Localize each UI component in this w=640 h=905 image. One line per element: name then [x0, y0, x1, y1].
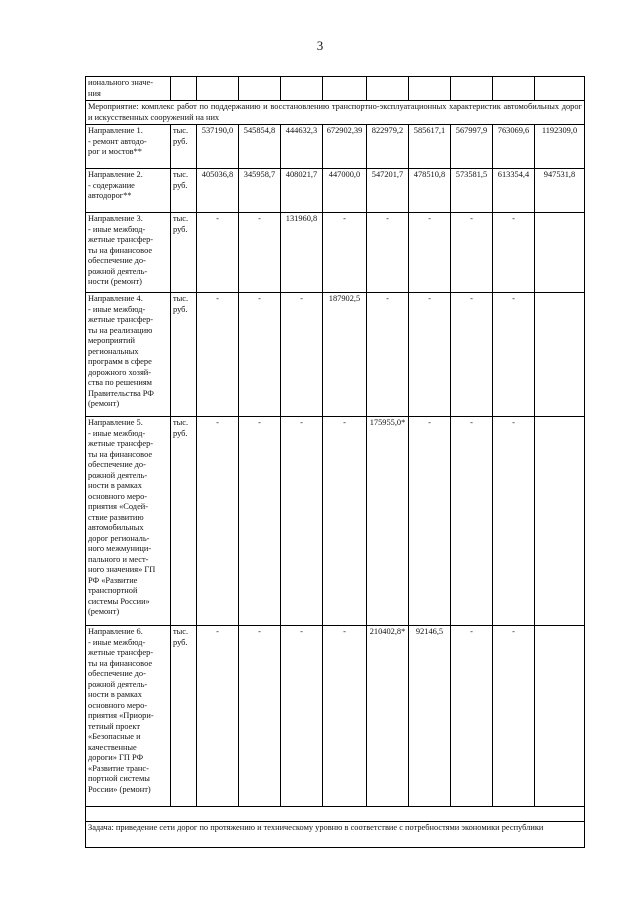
table-row — [86, 125, 585, 169]
value-cell: 447000,0 — [323, 169, 367, 213]
value-cell: - — [239, 293, 281, 417]
value-cell: - — [323, 213, 367, 293]
table-row — [86, 169, 585, 213]
budget-table — [85, 76, 585, 848]
direction-name: Направление 2. - содержание автодорог** — [86, 169, 171, 213]
value-cell: 210402,8* — [367, 626, 409, 807]
value-cell: 345958,7 — [239, 169, 281, 213]
value-cell — [535, 626, 585, 807]
continuation-row — [86, 77, 585, 101]
unit-cell: тыс. руб. — [171, 626, 197, 807]
table-row — [86, 417, 585, 626]
value-cell — [535, 293, 585, 417]
value-cell: - — [367, 293, 409, 417]
table-row — [86, 626, 585, 807]
measure-row — [86, 101, 585, 125]
value-cell: - — [493, 626, 535, 807]
value-cell: 478510,8 — [409, 169, 451, 213]
value-cell: - — [197, 626, 239, 807]
value-cell: 408021,7 — [281, 169, 323, 213]
value-cell: - — [409, 213, 451, 293]
task-row — [86, 822, 585, 848]
value-cell: - — [451, 626, 493, 807]
value-cell: - — [323, 626, 367, 807]
value-cell: - — [367, 213, 409, 293]
value-cell — [535, 213, 585, 293]
value-cell: 187902,5 — [323, 293, 367, 417]
unit-cell: тыс. руб. — [171, 213, 197, 293]
direction-name: Направление 4. - иные межбюд- жетные трансфер- ты на реализацию мероприятий региональных программ в сфере дорожного хозяй- ства по решениям Правительства РФ (ремонт) — [86, 293, 171, 417]
value-cell: 585617,1 — [409, 125, 451, 169]
continuation-text — [86, 77, 171, 101]
value-cell: - — [493, 213, 535, 293]
unit-cell: тыс. руб. — [171, 125, 197, 169]
value-cell: 672902,39 — [323, 125, 367, 169]
value-cell: - — [451, 293, 493, 417]
value-cell: - — [281, 417, 323, 626]
value-cell: 537190,0 — [197, 125, 239, 169]
task-title: Задача: приведение сети дорог по протяжению и техническому уровню в соответствие с потребностями экономики республики — [86, 822, 585, 848]
table-row — [86, 213, 585, 293]
value-cell: 573581,5 — [451, 169, 493, 213]
value-cell: - — [323, 417, 367, 626]
value-cell: - — [281, 293, 323, 417]
value-cell: 822979,2 — [367, 125, 409, 169]
value-cell: - — [451, 213, 493, 293]
value-cell: 1192309,0 — [535, 125, 585, 169]
direction-name: Направление 5. - иные межбюд- жетные трансфер- ты на финансовое обеспечение до- рожной деятель- ности в рамках основного меро- приятия «Содей- ствие развитию автомобильных дорог региональ- ного межмуници- пального и мест- ного значения» ГП РФ «Развитие транспортной системы России» (ремонт) — [86, 417, 171, 626]
unit-cell: тыс. руб. — [171, 417, 197, 626]
value-cell: 545854,8 — [239, 125, 281, 169]
continuation-label: ионального значе- ния — [88, 78, 154, 98]
value-cell: - — [197, 213, 239, 293]
unit-cell: тыс. руб. — [171, 293, 197, 417]
value-cell: - — [409, 417, 451, 626]
value-cell: 444632,3 — [281, 125, 323, 169]
value-cell: - — [451, 417, 493, 626]
direction-name: Направление 3. - иные межбюд- жетные трансфер- ты на финансовое обеспечение до- рожной деятель- ности (ремонт) — [86, 213, 171, 293]
value-cell: - — [239, 417, 281, 626]
value-cell: 405036,8 — [197, 169, 239, 213]
value-cell: 613354,4 — [493, 169, 535, 213]
value-cell: - — [281, 626, 323, 807]
value-cell: - — [493, 417, 535, 626]
value-cell: 175955,0* — [367, 417, 409, 626]
value-cell: 131960,8 — [281, 213, 323, 293]
unit-cell: тыс. руб. — [171, 169, 197, 213]
value-cell: 947531,8 — [535, 169, 585, 213]
value-cell: 92146,5 — [409, 626, 451, 807]
page-number: 3 — [316, 38, 324, 53]
direction-name: Направление 6. - иные межбюд- жетные трансфер- ты на финансовое обеспечение до- рожной деятель- ности в рамках основного меро- приятия «Приори- тетный проект «Безопасные и качественные дороги» ГП РФ «Развитие транс- портной системы России» (ремонт) — [86, 626, 171, 807]
value-cell: - — [239, 626, 281, 807]
value-cell: 567997,9 — [451, 125, 493, 169]
value-cell: 763069,6 — [493, 125, 535, 169]
value-cell: 547201,7 — [367, 169, 409, 213]
value-cell: - — [197, 417, 239, 626]
value-cell: - — [197, 293, 239, 417]
direction-name: Направление 1. - ремонт автодо- рог и мостов** — [86, 125, 171, 169]
value-cell — [535, 417, 585, 626]
empty-row — [86, 807, 585, 822]
table-row — [86, 293, 585, 417]
value-cell: - — [239, 213, 281, 293]
measure-title: Мероприятие: комплекс работ по поддержанию и восстановлению транспортно-эксплуатационных характеристик автомобильных дорог и искусственных сооружений на них — [86, 101, 585, 125]
value-cell: - — [493, 293, 535, 417]
value-cell: - — [409, 293, 451, 417]
